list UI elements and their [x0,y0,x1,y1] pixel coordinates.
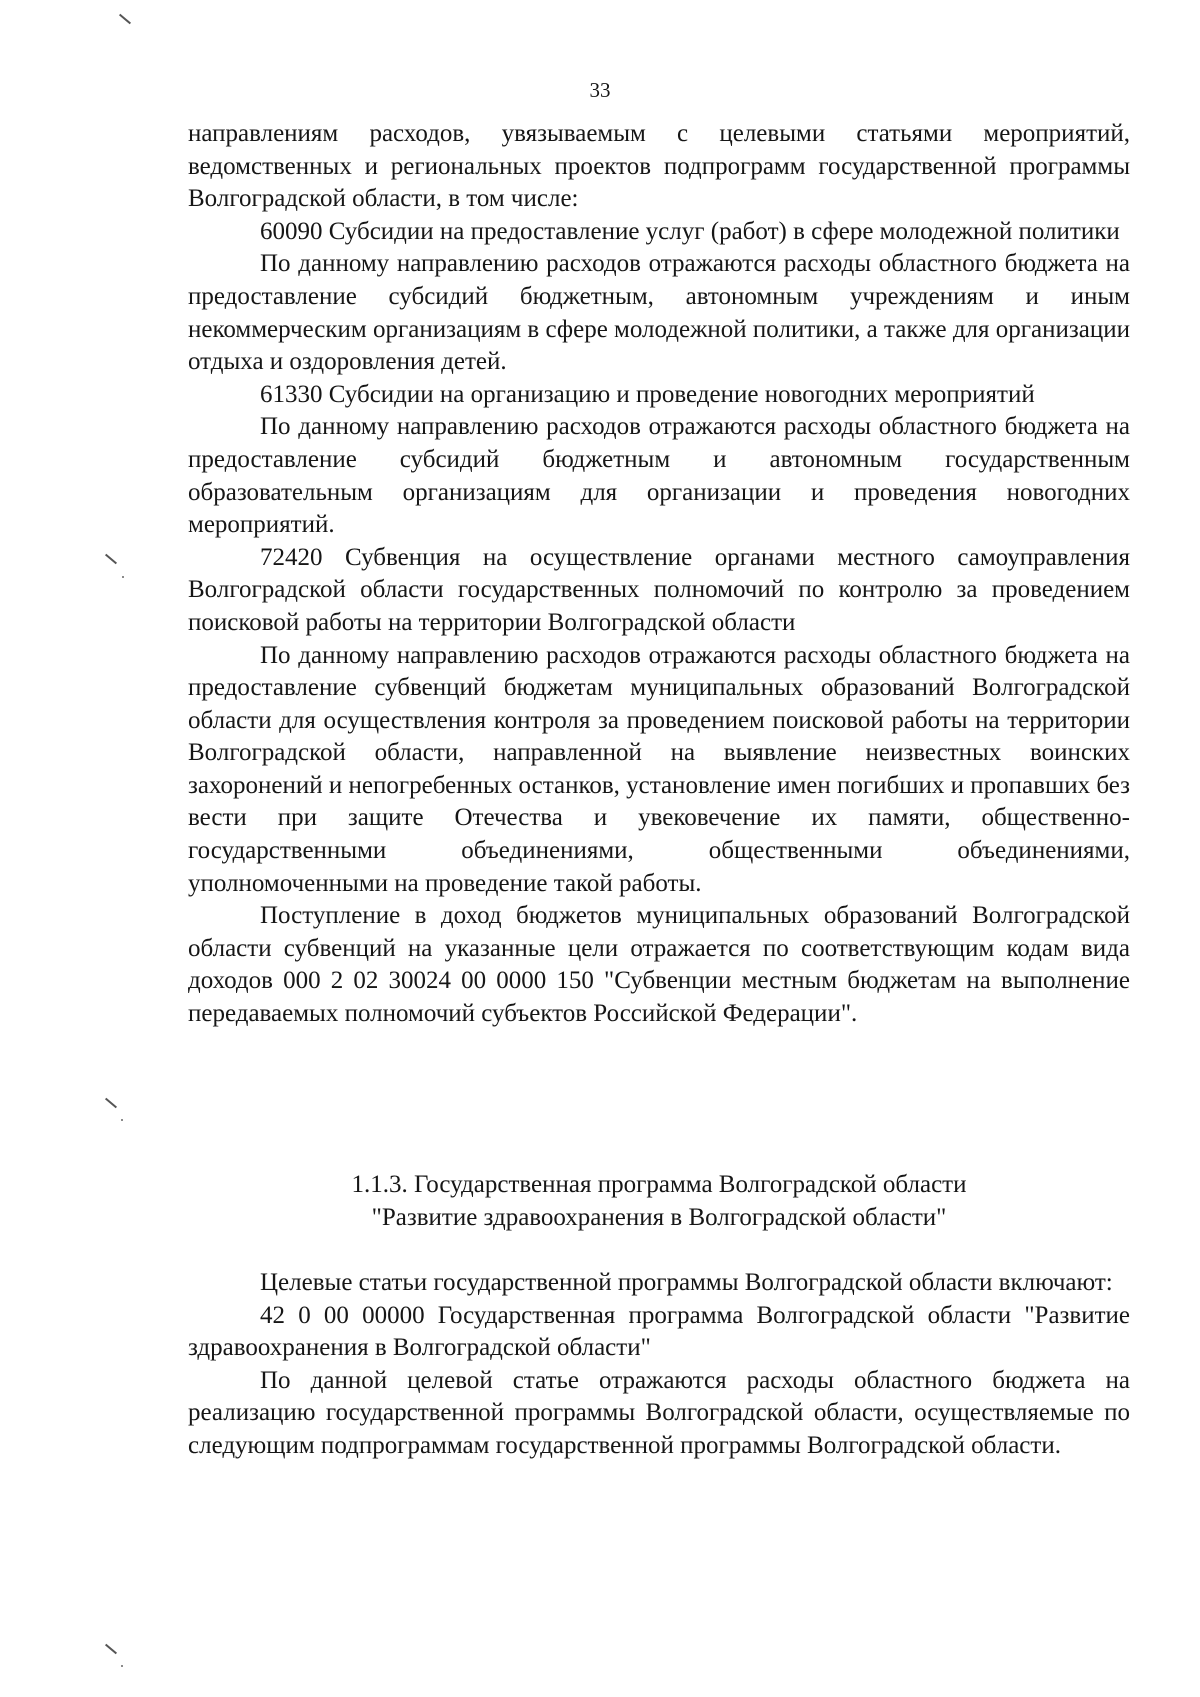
paragraph: По данному направлению расходов отражаются расходы областного бюджета на предоставление субсидий бюджетным и автономным государственным образовательным организациям для организации и проведения новогодних мероприятий. [188,413,1130,539]
paragraph: 60090 Субсидии на предоставление услуг (работ) в сфере молодежной политики [260,217,1120,245]
paragraph: Целевые статьи государственной программы Волгоградской области включают: [260,1269,1113,1296]
section-heading-line-1: 1.1.3. Государственная программа Волгоградской области [351,1171,967,1198]
paragraph: По данному направлению расходов отражаются расходы областного бюджета на предоставление субсидий бюджетным, автономным учреждениям и иным некоммерческим организациям в сфере молодежной политики, а также для организации отдыха и оздоровления детей. [188,250,1130,376]
scan-mark [105,1644,117,1655]
body-text-top [188,118,1130,1031]
scan-mark [105,554,117,565]
page-number: 33 [589,78,611,102]
paragraph: Поступление в доход бюджетов муниципальных образований Волгоградской области субвенций на указанные цели отражается по соответствующим кодам вида доходов 000 2 02 30024 00 0000 150 "Субвенции местным бюджетам на выполнение передаваемых полномочий субъектов Российской Федерации". [188,902,1130,1028]
paragraph: По данному направлению расходов отражаются расходы областного бюджета на предоставление субвенций бюджетам муниципальных образований Волгоградской области для осуществления контроля за проведением поисковой работы на территории Волгоградской области, направленной на выявление неизвестных воинских захоронений и непогребенных останков, установление имен погибших и пропавших без вести при защите Отечества и увековечение их памяти, общественно-государственными объединениями, общественными объединениями, уполномоченными на проведение такой работы. [188,641,1130,897]
paragraph: 61330 Субсидии на организацию и проведение новогодних мероприятий [260,380,1035,408]
scan-mark [105,1098,117,1109]
scan-dot [121,1665,123,1667]
section-heading-line-2: "Развитие здравоохранения в Волгоградской области" [371,1203,947,1231]
paragraph: По данной целевой статье отражаются расходы областного бюджета на реализацию государственной программы Волгоградской области, осуществляемые по следующим подпрограммам государственной программы Волгоградской области. [188,1366,1130,1459]
paragraph: 72420 Субвенция на осуществление органами местного самоуправления Волгоградской области государственных полномочий по контролю за проведением поисковой работы на территории Волгоградской области [188,543,1130,636]
scan-mark [119,14,131,25]
paragraph: 42 0 00 00000 Государственная программа Волгоградской области "Развитие здравоохранения в Волгоградской области" [188,1301,1130,1362]
scan-dot [122,576,124,578]
body-text-bottom [188,1267,1130,1463]
section-heading [188,1169,1130,1234]
scan-dot [121,1119,123,1121]
paragraph: направлениям расходов, увязываемым с целевыми статьями мероприятий, ведомственных и региональных проектов подпрограмм государственной программы Волгоградской области, в том числе: [188,120,1130,213]
